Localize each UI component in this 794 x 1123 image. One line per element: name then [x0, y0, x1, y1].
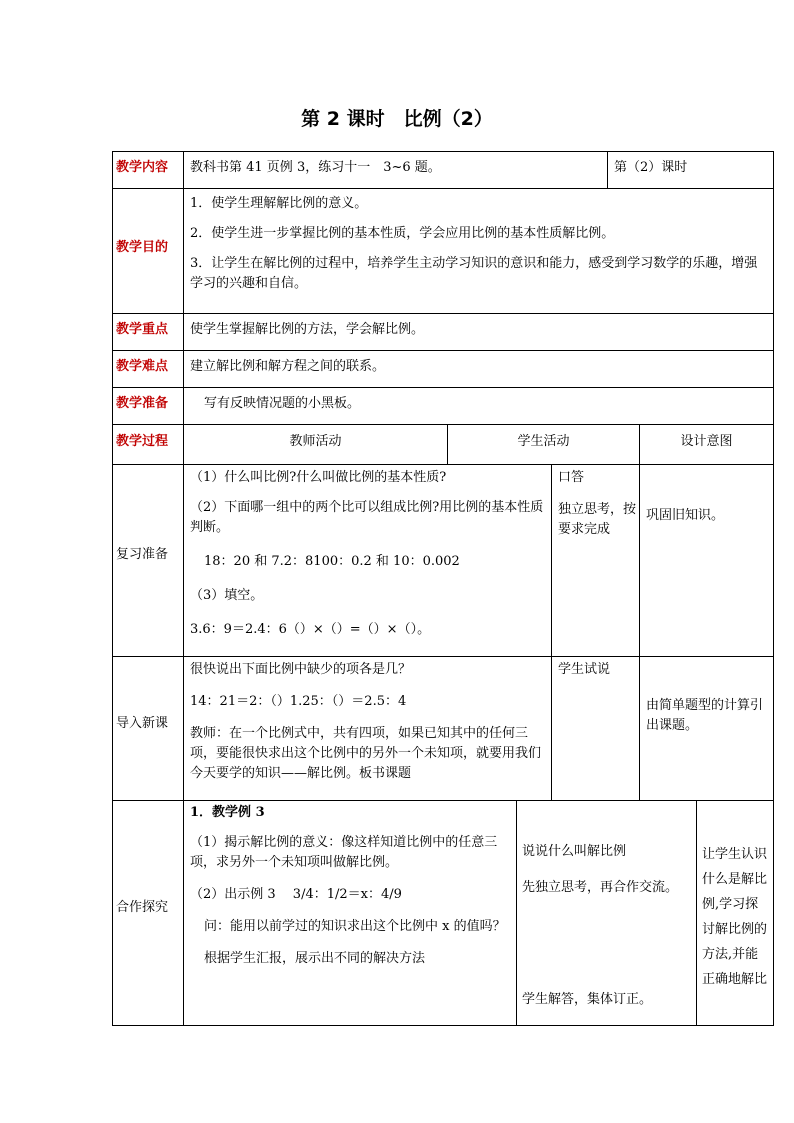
label-goals: 教学目的	[116, 240, 169, 255]
review-teacher	[190, 468, 548, 640]
intro-student: 学生试说	[558, 662, 611, 677]
explore-student-2: 先独立思考，再合作交流。	[522, 880, 679, 895]
label-explore: 合作探究	[116, 900, 169, 915]
label-prep: 教学准备	[116, 396, 169, 411]
header-intent: 设计意图	[680, 434, 733, 449]
label-process: 教学过程	[116, 434, 169, 449]
page-title: 第 2 课时 比例（2）	[301, 108, 493, 130]
period-text: 第（2）课时	[614, 160, 688, 175]
prep-text: 写有反映情况题的小黑板。	[204, 396, 361, 411]
explore-line: 根据学生汇报，展示出不同的解决方法	[204, 951, 426, 966]
review-line: （2）下面哪一组中的两个比可以组成比例?用比例的基本性质判断。	[190, 500, 544, 535]
explore-line: （2）出示例 3 3/4：1/2＝x：4/9	[190, 887, 402, 902]
review-intent: 巩固旧知识。	[646, 508, 725, 523]
review-student-line: 口答	[558, 470, 585, 485]
key-text: 使学生掌握解比例的方法，学会解比例。	[190, 322, 425, 337]
goal-item: 2．使学生进一步掌握比例的基本性质，学会应用比例的基本性质解比例。	[190, 226, 615, 241]
intro-intent: 由简单题型的计算引出课题。	[646, 698, 764, 733]
intro-line: 教师：在一个比例式中，共有四项，如果已知其中的任何三项，要能很快求出这个比例中的另外一个未知项，就要用我们今天要学的知识——解比例。板书课题	[190, 726, 542, 781]
review-line: （3）填空。	[190, 588, 264, 603]
review-line: 3.6：9＝2.4：6（）×（）=（）×（）。	[190, 622, 431, 637]
label-content: 教学内容	[116, 160, 169, 175]
label-intro: 导入新课	[116, 716, 169, 731]
explore-student-1: 说说什么叫解比例	[522, 844, 627, 859]
difficulty-text: 建立解比例和解方程之间的联系。	[190, 359, 386, 374]
explore-intent: 让学生认识什么是解比例,学习探讨解比例的方法,并能正确地解比	[702, 847, 768, 987]
goal-item: 3．让学生在解比例的过程中，培养学生主动学习知识的意识和能力，感受到学习数学的乐趣，增强学习的兴趣和自信。	[190, 256, 758, 291]
review-student-line: 独立思考，按要求完成	[558, 502, 637, 537]
intro-teacher	[190, 660, 548, 784]
content-text: 教科书第 41 页例 3，练习十一 3~6 题。	[190, 160, 441, 175]
review-line: （1）什么叫比例?什么叫做比例的基本性质?	[190, 470, 447, 485]
label-review: 复习准备	[116, 547, 169, 562]
goal-item: 1．使学生理解解比例的意义。	[190, 196, 368, 211]
explore-heading: 1．教学例 3	[190, 805, 265, 820]
header-student: 学生活动	[517, 434, 570, 449]
explore-line: 问：能用以前学过的知识求出这个比例中 x 的值吗？	[204, 919, 506, 934]
review-student	[558, 468, 636, 540]
intro-line: 14：21＝2：（）1.25：（）＝2.5：4	[190, 694, 407, 709]
explore-teacher	[190, 803, 512, 969]
goals-list	[190, 194, 768, 294]
intro-line: 很快说出下面比例中缺少的项各是几？	[190, 662, 412, 677]
label-key: 教学重点	[116, 322, 169, 337]
review-line: 18：20 和 7.2：8100：0.2 和 10：0.002	[204, 554, 460, 569]
header-teacher: 教师活动	[289, 434, 342, 449]
explore-line: （1）揭示解比例的意义：像这样知道比例中的任意三项，求另外一个未知项叫做解比例。	[190, 835, 498, 870]
label-difficulty: 教学难点	[116, 359, 169, 374]
explore-student-3: 学生解答，集体订正。	[522, 992, 653, 1007]
